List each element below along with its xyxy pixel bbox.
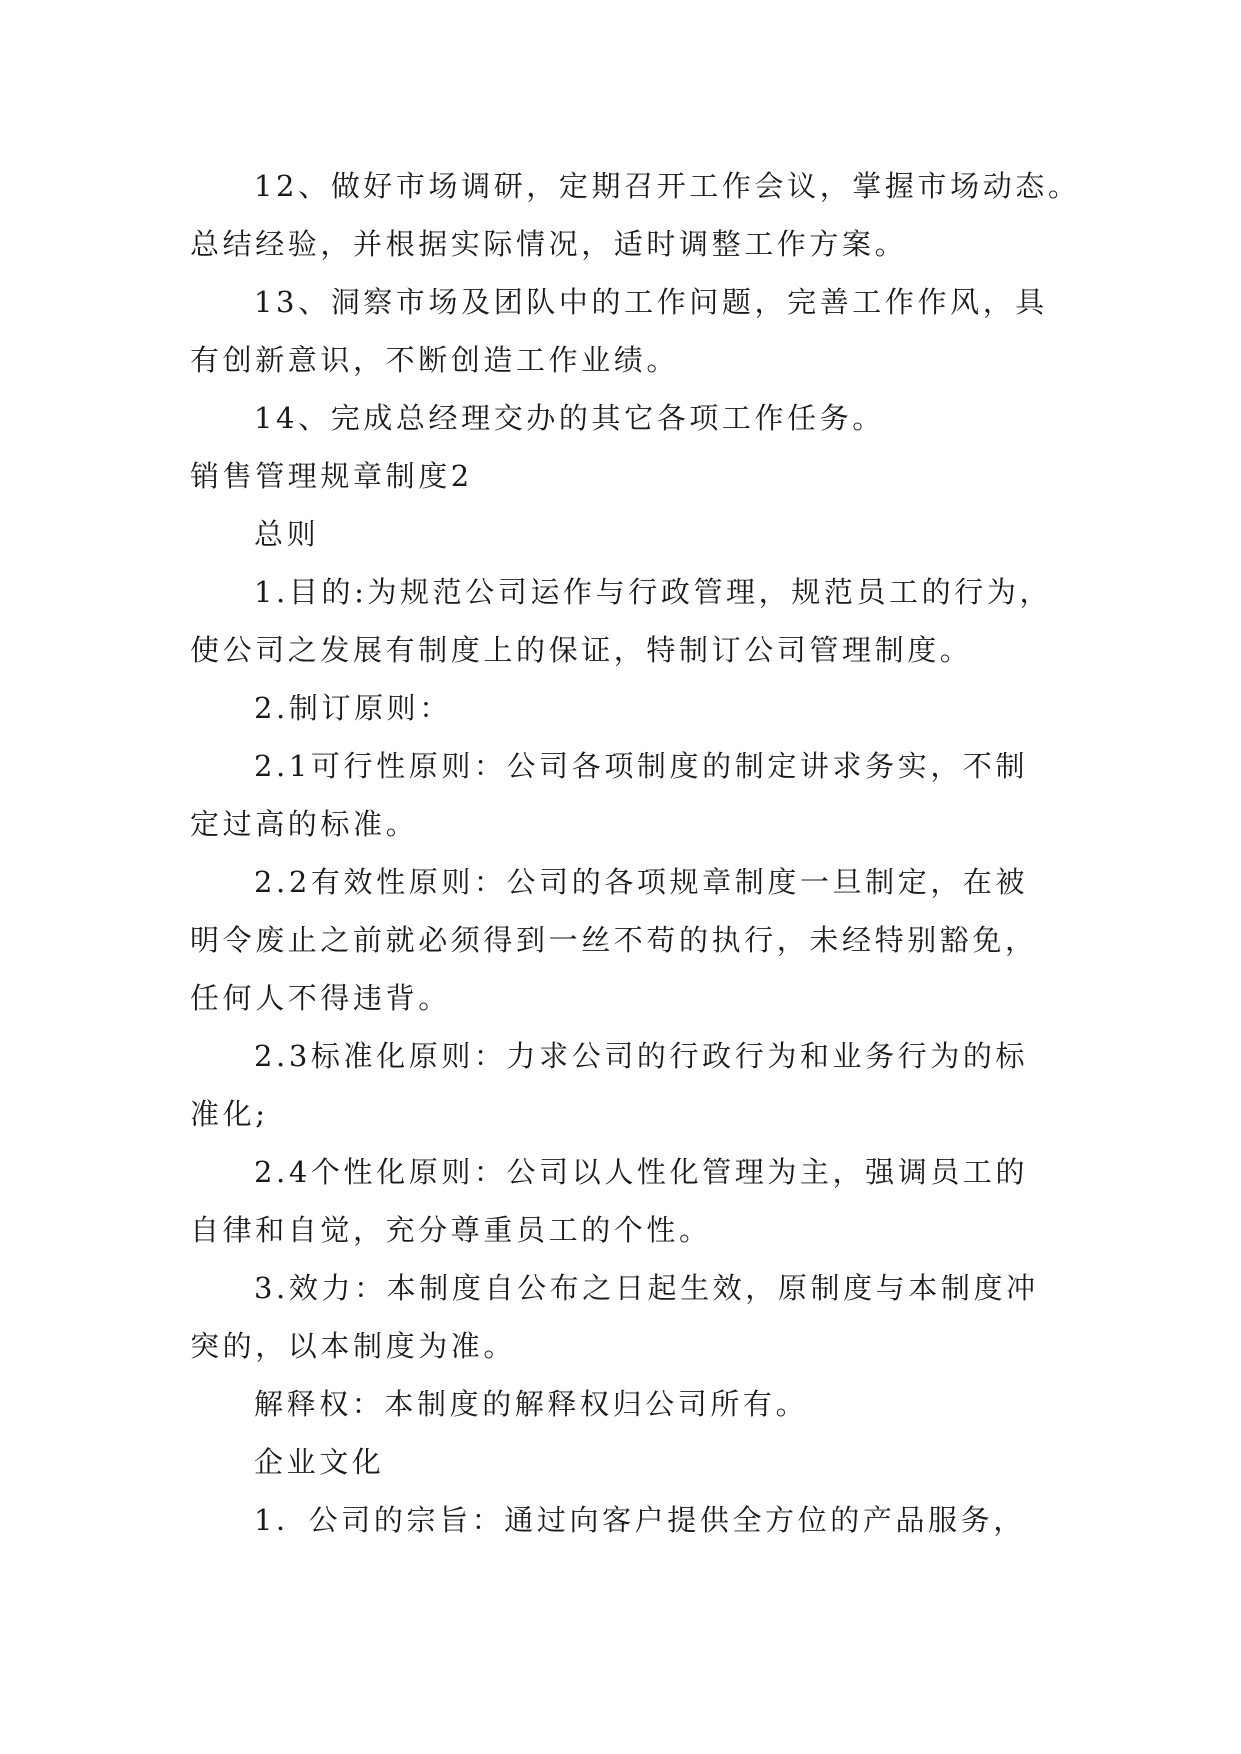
purpose-line-2: 使公司之发展有制度上的保证，特制订公司管理制度。 — [190, 633, 973, 667]
effect-line-2: 突的，以本制度为准。 — [190, 1329, 517, 1363]
principle-2-4-line-2: 自律和自觉，充分尊重员工的个性。 — [190, 1213, 712, 1247]
company-purpose-line: 1．公司的宗旨：通过向客户提供全方位的产品服务， — [254, 1503, 1026, 1537]
paragraph-13-line-2: 有创新意识，不断创造工作业绩。 — [190, 343, 680, 377]
principle-2-2-line-2: 明令废止之前就必须得到一丝不苟的执行，未经特别豁免， — [190, 923, 1038, 957]
principle-2-3-line-2: 准化; — [190, 1097, 269, 1131]
heading-corporate-culture: 企业文化 — [254, 1445, 385, 1479]
principle-2-1-line-1: 2.1可行性原则：公司各项制度的制定讲求务实，不制 — [254, 749, 1029, 783]
paragraph-12-line-1: 12、做好市场调研，定期召开工作会议，掌握市场动态。 — [254, 169, 1081, 203]
principle-2-2-line-3: 任何人不得违背。 — [190, 981, 451, 1015]
heading-general-rules: 总则 — [254, 517, 320, 551]
paragraph-12-line-2: 总结经验，并根据实际情况，适时调整工作方案。 — [190, 227, 908, 261]
principles-heading: 2.制订原则： — [254, 691, 452, 725]
section-title: 销售管理规章制度2 — [190, 459, 473, 493]
purpose-line-1: 1.目的:为规范公司运作与行政管理，规范员工的行为， — [254, 575, 1053, 609]
principle-2-4-line-1: 2.4个性化原则：公司以人性化管理为主，强调员工的 — [254, 1155, 1029, 1189]
effect-line-1: 3.效力：本制度自公布之日起生效，原制度与本制度冲 — [254, 1271, 1039, 1305]
principle-2-3-line-1: 2.3标准化原则：力求公司的行政行为和业务行为的标 — [254, 1039, 1029, 1073]
interpretation-line: 解释权：本制度的解释权归公司所有。 — [254, 1387, 809, 1421]
paragraph-14: 14、完成总经理交办的其它各项工作任务。 — [254, 401, 885, 435]
paragraph-13-line-1: 13、洞察市场及团队中的工作问题，完善工作作风，具 — [254, 285, 1048, 319]
principle-2-1-line-2: 定过高的标准。 — [190, 807, 419, 841]
principle-2-2-line-1: 2.2有效性原则：公司的各项规章制度一旦制定，在被 — [254, 865, 1029, 899]
